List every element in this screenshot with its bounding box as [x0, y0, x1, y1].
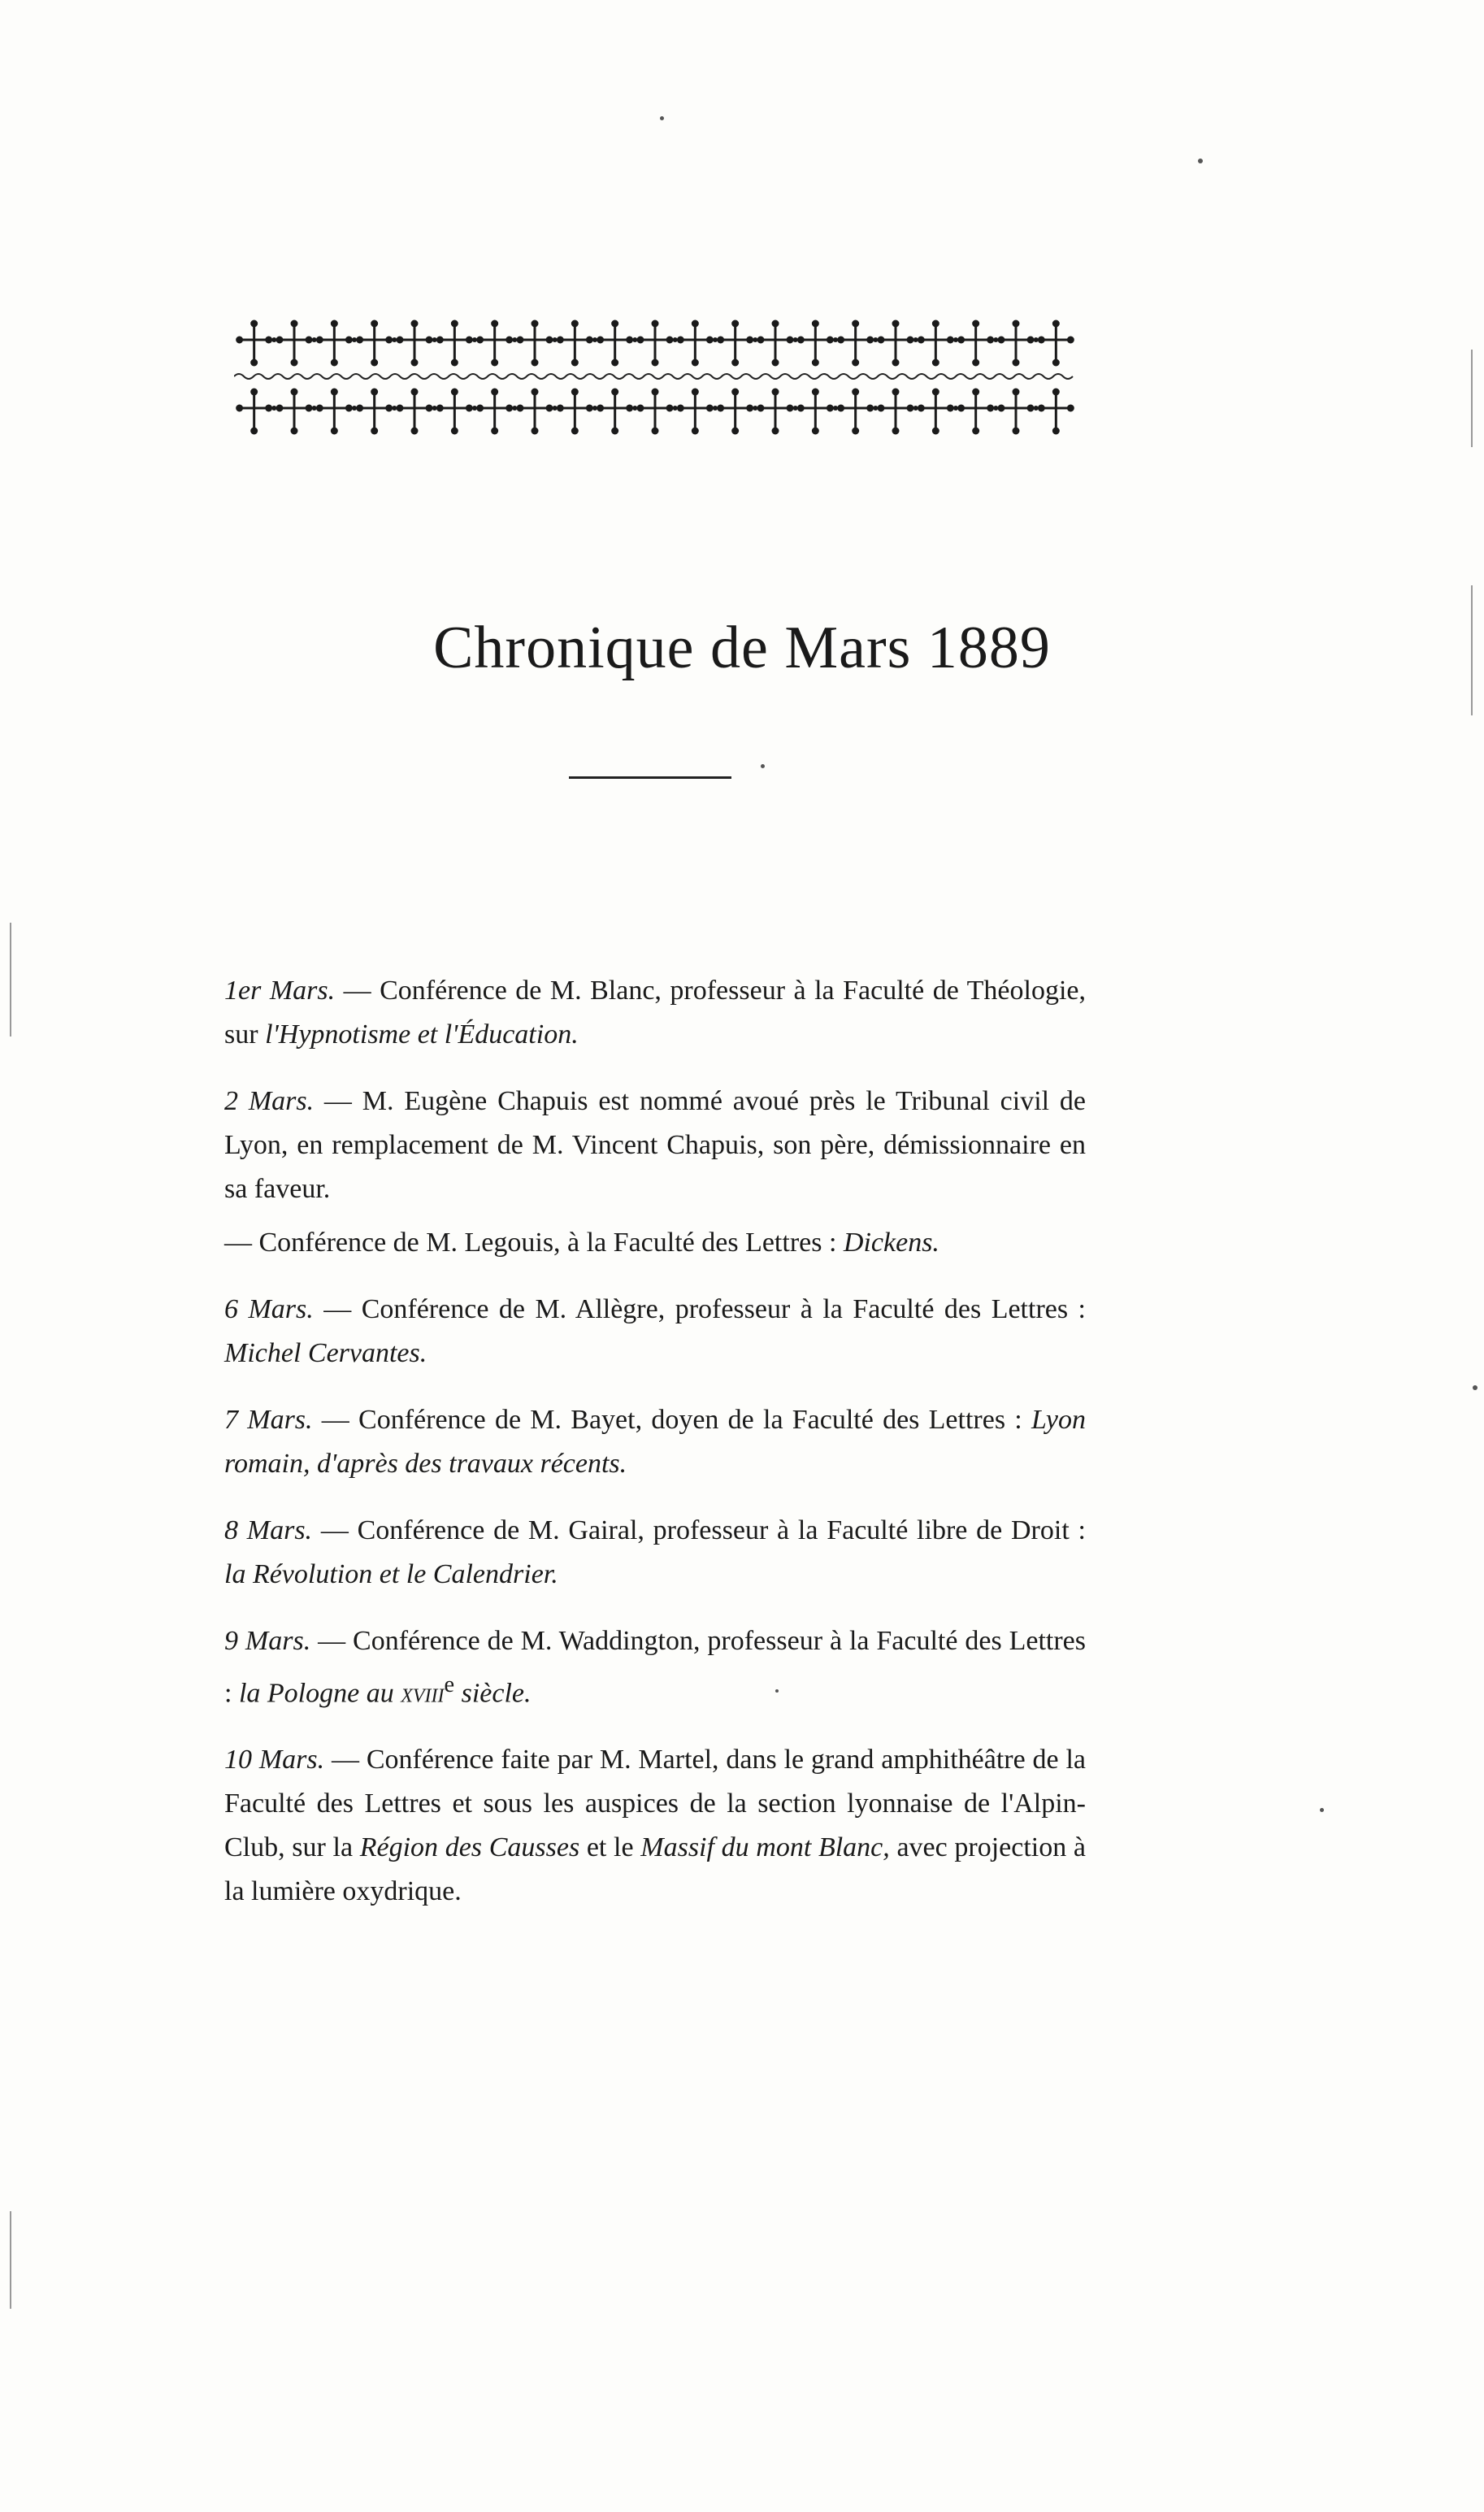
ornament-cross-glyph [878, 389, 913, 434]
ornament-dot [833, 406, 838, 411]
ornament-dot [472, 406, 477, 411]
ornament-dot [993, 406, 998, 411]
ornament-cross-glyph [436, 320, 472, 366]
ornament-dot [632, 337, 637, 342]
ornament-cross-glyph [236, 320, 272, 366]
ornament-cross-glyph [397, 389, 432, 434]
ornament-dot [953, 406, 958, 411]
ornament-cross-glyph [557, 320, 592, 366]
ornament-cross-glyph [958, 320, 994, 366]
ornament-dot [873, 406, 878, 411]
entry-date: 9 Mars. [224, 1626, 311, 1656]
ornament-cross-glyph [477, 389, 513, 434]
ornament-cross-glyph [998, 320, 1034, 366]
entry-date: 7 Mars. [224, 1405, 313, 1435]
ornament-band-bottom [234, 387, 1076, 436]
ornament-dot [753, 406, 757, 411]
ornament-cross-glyph [236, 389, 272, 434]
ornament-dot [793, 406, 798, 411]
ornament-cross-glyph [597, 389, 633, 434]
ornament-dot [592, 337, 597, 342]
ornament-dot [913, 406, 918, 411]
ornament-dot [953, 337, 958, 342]
entry-1: 1er Mars. — Conférence de M. Blanc, professeur à la Faculté de Théologie, sur l'Hypnotisme et l'Éducation. [224, 976, 1087, 1050]
ornament-cross-glyph [517, 320, 553, 366]
entry-6: 6 Mars. — Conférence de M. Allègre, professeur à la Faculté des Lettres : Michel Cervantes. [224, 1294, 1087, 1368]
ornament-cross-glyph [1038, 389, 1074, 434]
scan-edge-left-lower [10, 2211, 11, 2309]
ornament-dot [1034, 337, 1039, 342]
ornament-cross-glyph [637, 389, 673, 434]
ornament-cross-glyph [878, 320, 913, 366]
ornament-cross-glyph [838, 389, 874, 434]
scan-speck [761, 764, 765, 768]
ornament-cross-glyph [718, 389, 753, 434]
ornament-dot [793, 337, 798, 342]
ornament-cross-glyph [436, 389, 472, 434]
ornament-band-top [234, 319, 1076, 367]
ornament-cross-glyph [1038, 320, 1074, 366]
ornament-cross-glyph [517, 389, 553, 434]
ornament-dot [512, 406, 517, 411]
ornament-dot [1034, 406, 1039, 411]
ornament-dot [913, 337, 918, 342]
entry-date: 10 Mars. [224, 1745, 325, 1775]
ornament-dot [673, 406, 678, 411]
ornament-cross-glyph [637, 320, 673, 366]
ornament-dot [432, 406, 437, 411]
ornament-dot [392, 406, 397, 411]
ornament-dot [271, 337, 276, 342]
ornament-cross-glyph [276, 389, 312, 434]
ornament-dot [553, 337, 558, 342]
entry-9: 9 Mars. — Conférence de M. Waddington, professeur à la Faculté des Lettres : la Pologne au xviii$^e$ siècle. [224, 1626, 1086, 1709]
ornament-cross-glyph [316, 320, 352, 366]
ornament-cross-glyph [557, 389, 592, 434]
entry-10: 10 Mars. — Conférence faite par M. Martel, dans le grand amphithéâtre de la Faculté des Lettres et sous les auspices de la section lyonnaise de l'Alpin-Club, sur la Région des Causses et le Massif du mont Blanc, avec projection à la lumière oxydrique. [224, 1745, 1086, 1907]
ornament-cross-glyph [797, 389, 833, 434]
entry-date: 1er Mars. [224, 976, 336, 1006]
ornament-cross-glyph [276, 320, 312, 366]
ornament-dot [592, 406, 597, 411]
ornament-cross-glyph [718, 320, 753, 366]
ornament-cross-glyph [918, 320, 953, 366]
entry-date: 6 Mars. [224, 1294, 314, 1324]
ornament-cross-glyph [958, 389, 994, 434]
scan-edge-left [10, 923, 11, 1037]
ornament-cross-glyph [597, 320, 633, 366]
ornament-dot [993, 337, 998, 342]
entry-7: 7 Mars. — Conférence de M. Bayet, doyen de la Faculté des Lettres : Lyon romain, d'après des travaux récents. [224, 1405, 1086, 1479]
ornament-dot [553, 406, 558, 411]
ornament-dot [352, 406, 357, 411]
title-rule [569, 776, 731, 779]
ornament-dot [873, 337, 878, 342]
ornament-cross-glyph [797, 320, 833, 366]
entry-8: 8 Mars. — Conférence de M. Gairal, professeur à la Faculté libre de Droit : la Révolution et le Calendrier. [224, 1515, 1086, 1589]
scan-speck [1198, 159, 1203, 163]
ornament-cross-glyph [757, 389, 793, 434]
entry-date: 2 Mars. [224, 1086, 315, 1116]
entry-2: 2 Mars. — M. Eugène Chapuis est nommé avoué près le Tribunal civil de Lyon, en remplacement de M. Vincent Chapuis, son père, démissionnaire en sa faveur. [224, 1086, 1087, 1204]
ornament-cross-glyph [357, 320, 393, 366]
ornament-cross-glyph [677, 320, 713, 366]
scan-speck [1473, 1385, 1477, 1390]
ornament-cross-glyph [918, 389, 953, 434]
ornament-cross-glyph [316, 389, 352, 434]
ornament-cross-glyph [838, 320, 874, 366]
entry-date: 8 Mars. [224, 1515, 313, 1545]
ornament-dot [753, 337, 757, 342]
ornament-dot [713, 337, 718, 342]
ornament-dot [833, 337, 838, 342]
scan-edge-right [1471, 350, 1473, 447]
ornament-cross-glyph [998, 389, 1034, 434]
ornament-cross-glyph [357, 389, 393, 434]
ornament-cross-glyph [677, 389, 713, 434]
ornament-dot [673, 337, 678, 342]
entry-2b: — Conférence de M. Legouis, à la Faculté des Lettres : Dickens. [224, 1228, 939, 1258]
ornament-dot [713, 406, 718, 411]
scan-speck [660, 116, 664, 120]
chronicle-entries [224, 969, 1086, 1936]
scan-speck [1320, 1808, 1324, 1812]
scan-speck [775, 1689, 779, 1693]
ornament-dot [432, 337, 437, 342]
ornament-cross-glyph [757, 320, 793, 366]
ornament-dot [271, 406, 276, 411]
ornament-cross-glyph [477, 320, 513, 366]
ornament-dot [392, 337, 397, 342]
ornament-dot [312, 337, 317, 342]
ornament-dot [352, 337, 357, 342]
ornament-dot [312, 406, 317, 411]
ornament-wavy-line [234, 370, 1076, 383]
ornament-dot [472, 337, 477, 342]
ornament-cross-glyph [397, 320, 432, 366]
page-title: Chronique de Mars 1889 [433, 615, 1051, 681]
scan-edge-right-2 [1471, 585, 1473, 715]
ornament-dot [512, 337, 517, 342]
ornament-dot [632, 406, 637, 411]
